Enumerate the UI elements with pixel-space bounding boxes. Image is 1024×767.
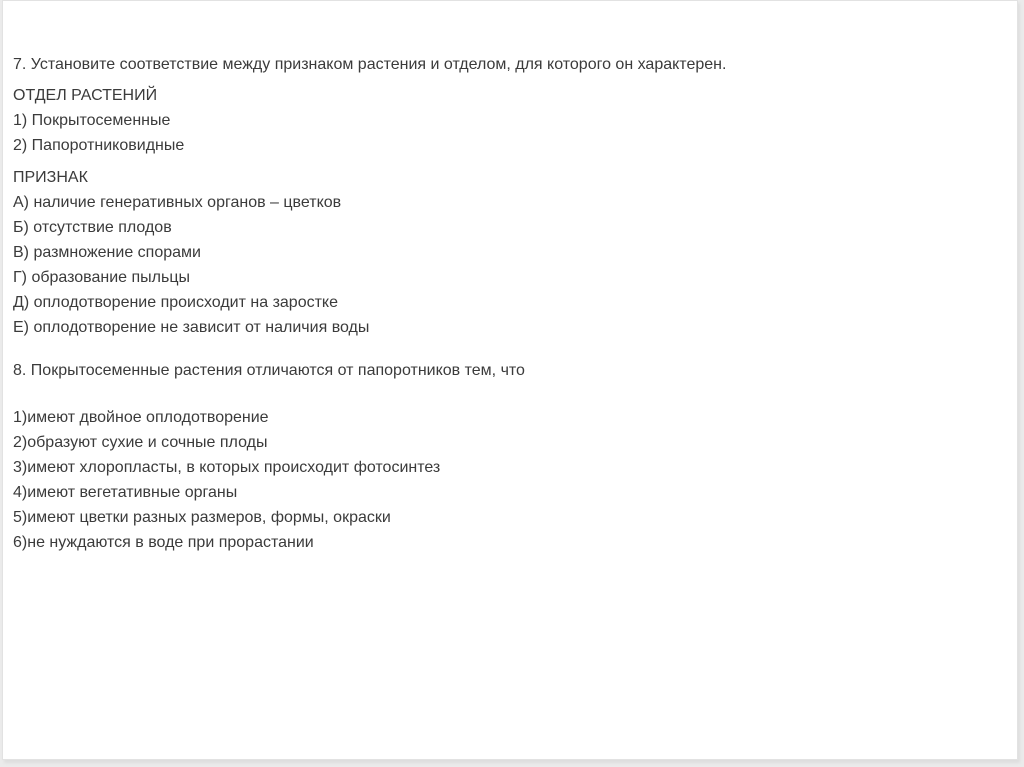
sign-header: ПРИЗНАК bbox=[13, 169, 88, 186]
department-item: 2) Папоротниковидные bbox=[13, 137, 185, 154]
answer-option: 4)имеют вегетативные органы bbox=[13, 484, 238, 501]
slide-page bbox=[2, 0, 1018, 760]
answer-option: 6)не нуждаются в воде при прорастании bbox=[13, 534, 314, 551]
sign-item: А) наличие генеративных органов – цветков bbox=[13, 194, 342, 211]
answer-option: 1)имеют двойное оплодотворение bbox=[13, 409, 269, 426]
sign-item: Б) отсутствие плодов bbox=[13, 219, 172, 236]
sign-item: Д) оплодотворение происходит на заростке bbox=[13, 294, 339, 311]
document-body bbox=[13, 52, 1003, 555]
question-8-title: 8. Покрытосеменные растения отличаются от папоротников тем, что bbox=[13, 362, 525, 379]
department-item: 1) Покрытосеменные bbox=[13, 112, 171, 129]
sign-item: Е) оплодотворение не зависит от наличия воды bbox=[13, 319, 370, 336]
department-header: ОТДЕЛ РАСТЕНИЙ bbox=[13, 87, 158, 104]
answer-option: 5)имеют цветки разных размеров, формы, окраски bbox=[13, 509, 391, 526]
question-7-title: 7. Установите соответствие между признаком растения и отделом, для которого он характерен. bbox=[13, 56, 727, 73]
sign-item: Г) образование пыльцы bbox=[13, 269, 191, 286]
answer-option: 2)образуют сухие и сочные плоды bbox=[13, 434, 268, 451]
sign-item: В) размножение спорами bbox=[13, 244, 201, 261]
answer-option: 3)имеют хлоропласты, в которых происходит фотосинтез bbox=[13, 459, 441, 476]
